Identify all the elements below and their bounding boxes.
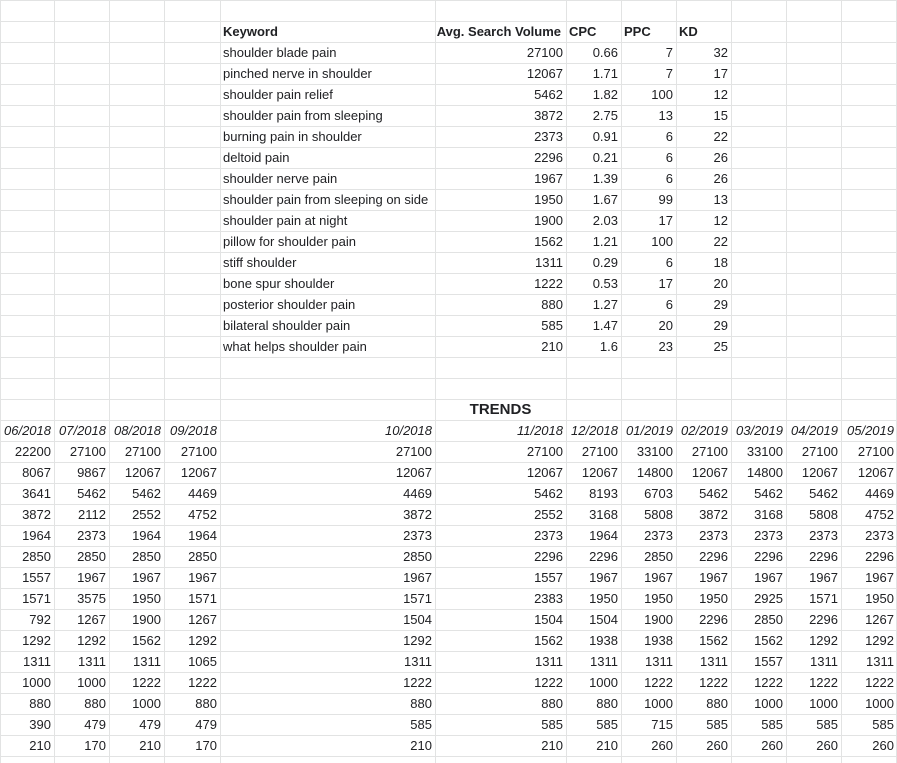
- month-header[interactable]: 08/2018: [114, 423, 161, 438]
- trend-value-cell[interactable]: 1900: [644, 612, 673, 627]
- trend-value-cell[interactable]: 1967: [77, 570, 106, 585]
- trend-value-cell[interactable]: 2296: [534, 549, 563, 564]
- volume-cell[interactable]: 585: [541, 318, 563, 333]
- trend-value-cell[interactable]: 1967: [865, 570, 894, 585]
- trend-value-cell[interactable]: 5462: [77, 486, 106, 501]
- trend-value-cell[interactable]: 4752: [188, 507, 217, 522]
- trend-value-cell[interactable]: 715: [651, 717, 673, 732]
- trend-value-cell[interactable]: 1267: [77, 612, 106, 627]
- volume-cell[interactable]: 1222: [534, 276, 563, 291]
- cpc-cell[interactable]: 1.82: [592, 87, 618, 102]
- trend-value-cell[interactable]: 2552: [132, 507, 161, 522]
- kd-cell[interactable]: 12: [713, 87, 728, 102]
- trend-value-cell[interactable]: 1311: [866, 654, 894, 669]
- grid-line-horizontal: [0, 0, 897, 1]
- keyword-cell[interactable]: shoulder pain at night: [223, 213, 348, 228]
- trend-value-cell[interactable]: 1967: [644, 570, 673, 585]
- trend-value-cell[interactable]: 1222: [403, 675, 432, 690]
- kd-cell[interactable]: 26: [713, 150, 728, 165]
- keyword-cell[interactable]: bilateral shoulder pain: [223, 318, 351, 333]
- trend-value-cell[interactable]: 2925: [754, 591, 783, 606]
- trend-value-cell[interactable]: 1571: [188, 591, 217, 606]
- trend-value-cell[interactable]: 1222: [132, 675, 161, 690]
- trend-value-cell[interactable]: 479: [139, 717, 161, 732]
- trend-value-cell[interactable]: 12067: [395, 465, 432, 480]
- kd-cell[interactable]: 13: [713, 192, 728, 207]
- header-ppc[interactable]: PPC: [624, 24, 651, 39]
- volume-cell[interactable]: 210: [541, 339, 563, 354]
- ppc-cell[interactable]: 6: [665, 129, 673, 144]
- month-header[interactable]: 04/2019: [791, 423, 838, 438]
- trend-value-cell[interactable]: 1292: [403, 633, 432, 648]
- trend-value-cell[interactable]: 585: [410, 717, 432, 732]
- trend-value-cell[interactable]: 2850: [22, 549, 51, 564]
- volume-cell[interactable]: 3872: [534, 108, 563, 123]
- trend-value-cell[interactable]: 27100: [180, 444, 217, 459]
- keyword-cell[interactable]: shoulder nerve pain: [223, 171, 338, 186]
- volume-cell[interactable]: 1900: [534, 213, 563, 228]
- trend-value-cell[interactable]: 3641: [22, 486, 51, 501]
- trend-value-cell[interactable]: 210: [139, 738, 161, 753]
- cpc-cell[interactable]: 1.47: [592, 318, 618, 333]
- trend-value-cell[interactable]: 4752: [865, 507, 894, 522]
- trend-value-cell[interactable]: 260: [651, 738, 673, 753]
- cpc-cell[interactable]: 1.67: [592, 192, 618, 207]
- trend-value-cell[interactable]: 1562: [699, 633, 728, 648]
- trend-value-cell[interactable]: 880: [29, 696, 51, 711]
- cpc-cell[interactable]: 0.29: [592, 255, 618, 270]
- trend-value-cell[interactable]: 2373: [754, 528, 783, 543]
- trend-value-cell[interactable]: 12067: [180, 465, 217, 480]
- keyword-cell[interactable]: shoulder pain from sleeping on side: [223, 192, 429, 207]
- keyword-cell[interactable]: pinched nerve in shoulder: [223, 66, 372, 81]
- trend-value-cell[interactable]: 33100: [636, 444, 673, 459]
- trend-value-cell[interactable]: 170: [195, 738, 217, 753]
- trend-value-cell[interactable]: 1222: [644, 675, 673, 690]
- trend-value-cell[interactable]: 1000: [132, 696, 161, 711]
- kd-cell[interactable]: 12: [713, 213, 728, 228]
- trend-value-cell[interactable]: 27100: [124, 444, 161, 459]
- trend-value-cell[interactable]: 585: [541, 717, 563, 732]
- header-kd[interactable]: KD: [679, 24, 698, 39]
- trend-value-cell[interactable]: 260: [872, 738, 894, 753]
- keyword-cell[interactable]: pillow for shoulder pain: [223, 234, 356, 249]
- kd-cell[interactable]: 20: [713, 276, 728, 291]
- trend-value-cell[interactable]: 1222: [534, 675, 563, 690]
- volume-cell[interactable]: 1311: [535, 255, 563, 270]
- trend-value-cell[interactable]: 2373: [534, 528, 563, 543]
- kd-cell[interactable]: 17: [713, 66, 728, 81]
- trend-value-cell[interactable]: 8193: [589, 486, 618, 501]
- trend-value-cell[interactable]: 1222: [809, 675, 838, 690]
- trend-value-cell[interactable]: 1504: [534, 612, 563, 627]
- trend-value-cell[interactable]: 12067: [691, 465, 728, 480]
- volume-cell[interactable]: 1562: [534, 234, 563, 249]
- trend-value-cell[interactable]: 585: [816, 717, 838, 732]
- month-header[interactable]: 09/2018: [170, 423, 217, 438]
- volume-cell[interactable]: 880: [541, 297, 563, 312]
- trend-value-cell[interactable]: 2383: [534, 591, 563, 606]
- trend-value-cell[interactable]: 1311: [645, 654, 673, 669]
- trend-value-cell[interactable]: 2296: [699, 612, 728, 627]
- cpc-cell[interactable]: 0.21: [592, 150, 618, 165]
- trend-value-cell[interactable]: 5808: [644, 507, 673, 522]
- trend-value-cell[interactable]: 170: [84, 738, 106, 753]
- cpc-cell[interactable]: 2.75: [592, 108, 618, 123]
- trend-value-cell[interactable]: 1311: [133, 654, 161, 669]
- trend-value-cell[interactable]: 210: [541, 738, 563, 753]
- trend-value-cell[interactable]: 27100: [691, 444, 728, 459]
- trend-value-cell[interactable]: 1967: [809, 570, 838, 585]
- trend-value-cell[interactable]: 1967: [403, 570, 432, 585]
- header-cpc[interactable]: CPC: [569, 24, 597, 39]
- trend-value-cell[interactable]: 12067: [124, 465, 161, 480]
- trend-value-cell[interactable]: 5462: [754, 486, 783, 501]
- trend-value-cell[interactable]: 1000: [22, 675, 51, 690]
- trend-value-cell[interactable]: 1964: [188, 528, 217, 543]
- trend-value-cell[interactable]: 3872: [699, 507, 728, 522]
- trend-value-cell[interactable]: 1000: [865, 696, 894, 711]
- trend-value-cell[interactable]: 2296: [589, 549, 618, 564]
- kd-cell[interactable]: 22: [713, 234, 728, 249]
- month-header[interactable]: 06/2018: [4, 423, 51, 438]
- cpc-cell[interactable]: 0.53: [592, 276, 618, 291]
- month-header[interactable]: 01/2019: [626, 423, 673, 438]
- ppc-cell[interactable]: 7: [665, 45, 673, 60]
- trend-value-cell[interactable]: 1000: [809, 696, 838, 711]
- ppc-cell[interactable]: 17: [658, 213, 673, 228]
- trend-value-cell[interactable]: 3168: [754, 507, 783, 522]
- volume-cell[interactable]: 12067: [526, 66, 563, 81]
- cpc-cell[interactable]: 1.39: [592, 171, 618, 186]
- trend-value-cell[interactable]: 33100: [746, 444, 783, 459]
- trend-value-cell[interactable]: 3872: [22, 507, 51, 522]
- trend-value-cell[interactable]: 5462: [132, 486, 161, 501]
- trend-value-cell[interactable]: 1000: [589, 675, 618, 690]
- trend-value-cell[interactable]: 2850: [754, 612, 783, 627]
- trend-value-cell[interactable]: 2373: [699, 528, 728, 543]
- trend-value-cell[interactable]: 2296: [699, 549, 728, 564]
- kd-cell[interactable]: 15: [713, 108, 728, 123]
- trend-value-cell[interactable]: 1950: [699, 591, 728, 606]
- ppc-cell[interactable]: 23: [658, 339, 673, 354]
- trend-value-cell[interactable]: 1967: [188, 570, 217, 585]
- trend-value-cell[interactable]: 1557: [534, 570, 563, 585]
- trend-value-cell[interactable]: 210: [596, 738, 618, 753]
- trend-value-cell[interactable]: 2296: [809, 549, 838, 564]
- cpc-cell[interactable]: 1.27: [592, 297, 618, 312]
- cpc-cell[interactable]: 0.66: [592, 45, 618, 60]
- ppc-cell[interactable]: 13: [658, 108, 673, 123]
- trend-value-cell[interactable]: 1311: [535, 654, 563, 669]
- trend-value-cell[interactable]: 1964: [132, 528, 161, 543]
- trend-value-cell[interactable]: 1222: [754, 675, 783, 690]
- trend-value-cell[interactable]: 1311: [700, 654, 728, 669]
- kd-cell[interactable]: 25: [713, 339, 728, 354]
- volume-cell[interactable]: 2296: [534, 150, 563, 165]
- trend-value-cell[interactable]: 479: [195, 717, 217, 732]
- kd-cell[interactable]: 29: [713, 297, 728, 312]
- trend-value-cell[interactable]: 4469: [188, 486, 217, 501]
- trend-value-cell[interactable]: 1557: [22, 570, 51, 585]
- trend-value-cell[interactable]: 792: [29, 612, 51, 627]
- month-header[interactable]: 10/2018: [385, 423, 432, 438]
- month-header[interactable]: 03/2019: [736, 423, 783, 438]
- kd-cell[interactable]: 26: [713, 171, 728, 186]
- trend-value-cell[interactable]: 2552: [534, 507, 563, 522]
- trend-value-cell[interactable]: 1950: [865, 591, 894, 606]
- trend-value-cell[interactable]: 5462: [809, 486, 838, 501]
- trend-value-cell[interactable]: 1292: [22, 633, 51, 648]
- volume-cell[interactable]: 1967: [534, 171, 563, 186]
- trend-value-cell[interactable]: 3872: [403, 507, 432, 522]
- ppc-cell[interactable]: 99: [658, 192, 673, 207]
- kd-cell[interactable]: 29: [713, 318, 728, 333]
- trend-value-cell[interactable]: 2296: [865, 549, 894, 564]
- trend-value-cell[interactable]: 1938: [589, 633, 618, 648]
- trend-value-cell[interactable]: 2850: [644, 549, 673, 564]
- trend-value-cell[interactable]: 5462: [534, 486, 563, 501]
- trend-value-cell[interactable]: 5462: [699, 486, 728, 501]
- ppc-cell[interactable]: 100: [651, 87, 673, 102]
- trend-value-cell[interactable]: 1964: [589, 528, 618, 543]
- trend-value-cell[interactable]: 1562: [754, 633, 783, 648]
- cpc-cell[interactable]: 1.6: [599, 339, 618, 354]
- trend-value-cell[interactable]: 1571: [809, 591, 838, 606]
- keyword-cell[interactable]: shoulder blade pain: [223, 45, 337, 60]
- keyword-cell[interactable]: bone spur shoulder: [223, 276, 335, 291]
- trend-value-cell[interactable]: 2296: [809, 612, 838, 627]
- trend-value-cell[interactable]: 2373: [865, 528, 894, 543]
- trend-value-cell[interactable]: 27100: [69, 444, 106, 459]
- trend-value-cell[interactable]: 880: [541, 696, 563, 711]
- trend-value-cell[interactable]: 4469: [865, 486, 894, 501]
- month-header[interactable]: 12/2018: [571, 423, 618, 438]
- trend-value-cell[interactable]: 1557: [754, 654, 783, 669]
- trend-value-cell[interactable]: 1967: [754, 570, 783, 585]
- trend-value-cell[interactable]: 260: [816, 738, 838, 753]
- trend-value-cell[interactable]: 1950: [644, 591, 673, 606]
- ppc-cell[interactable]: 7: [665, 66, 673, 81]
- trend-value-cell[interactable]: 1222: [865, 675, 894, 690]
- trend-value-cell[interactable]: 1311: [404, 654, 432, 669]
- trend-value-cell[interactable]: 585: [596, 717, 618, 732]
- trend-value-cell[interactable]: 390: [29, 717, 51, 732]
- cpc-cell[interactable]: 0.91: [592, 129, 618, 144]
- trend-value-cell[interactable]: 2373: [644, 528, 673, 543]
- ppc-cell[interactable]: 17: [658, 276, 673, 291]
- ppc-cell[interactable]: 6: [665, 150, 673, 165]
- month-header[interactable]: 05/2019: [847, 423, 894, 438]
- trend-value-cell[interactable]: 210: [29, 738, 51, 753]
- trend-value-cell[interactable]: 585: [706, 717, 728, 732]
- cpc-cell[interactable]: 2.03: [592, 213, 618, 228]
- kd-cell[interactable]: 22: [713, 129, 728, 144]
- trend-value-cell[interactable]: 880: [706, 696, 728, 711]
- trend-value-cell[interactable]: 22200: [14, 444, 51, 459]
- trend-value-cell[interactable]: 1504: [403, 612, 432, 627]
- trend-value-cell[interactable]: 880: [195, 696, 217, 711]
- grid-line-horizontal: [0, 378, 897, 379]
- trend-value-cell[interactable]: 1571: [22, 591, 51, 606]
- trend-value-cell[interactable]: 880: [410, 696, 432, 711]
- trend-value-cell[interactable]: 1571: [403, 591, 432, 606]
- trend-value-cell[interactable]: 2373: [403, 528, 432, 543]
- trend-value-cell[interactable]: 1964: [22, 528, 51, 543]
- trend-value-cell[interactable]: 260: [761, 738, 783, 753]
- trend-value-cell[interactable]: 880: [596, 696, 618, 711]
- kd-cell[interactable]: 32: [713, 45, 728, 60]
- trend-value-cell[interactable]: 14800: [746, 465, 783, 480]
- trend-value-cell[interactable]: 1967: [699, 570, 728, 585]
- trend-value-cell[interactable]: 27100: [581, 444, 618, 459]
- trend-value-cell[interactable]: 3168: [589, 507, 618, 522]
- month-header[interactable]: 02/2019: [681, 423, 728, 438]
- trend-value-cell[interactable]: 1311: [590, 654, 618, 669]
- trend-value-cell[interactable]: 1950: [132, 591, 161, 606]
- grid-line-horizontal: [0, 756, 897, 757]
- month-header[interactable]: 07/2018: [59, 423, 106, 438]
- trend-value-cell[interactable]: 1065: [188, 654, 217, 669]
- trend-value-cell[interactable]: 479: [84, 717, 106, 732]
- volume-cell[interactable]: 5462: [534, 87, 563, 102]
- keyword-cell[interactable]: deltoid pain: [223, 150, 290, 165]
- keyword-cell[interactable]: shoulder pain relief: [223, 87, 333, 102]
- kd-cell[interactable]: 18: [713, 255, 728, 270]
- trend-value-cell[interactable]: 1504: [589, 612, 618, 627]
- trend-value-cell[interactable]: 2373: [809, 528, 838, 543]
- trend-value-cell[interactable]: 1311: [810, 654, 838, 669]
- trend-value-cell[interactable]: 2373: [77, 528, 106, 543]
- grid-line-horizontal: [0, 357, 897, 358]
- trend-value-cell[interactable]: 3575: [77, 591, 106, 606]
- trend-value-cell[interactable]: 2850: [132, 549, 161, 564]
- volume-cell[interactable]: 27100: [526, 45, 563, 60]
- trend-value-cell[interactable]: 27100: [526, 444, 563, 459]
- trend-value-cell[interactable]: 1222: [188, 675, 217, 690]
- trend-value-cell[interactable]: 1000: [77, 675, 106, 690]
- trend-value-cell[interactable]: 1267: [188, 612, 217, 627]
- trend-value-cell[interactable]: 27100: [857, 444, 894, 459]
- trend-value-cell[interactable]: 12067: [526, 465, 563, 480]
- cpc-cell[interactable]: 1.21: [592, 234, 618, 249]
- trends-title[interactable]: TRENDS: [469, 401, 532, 418]
- trend-value-cell[interactable]: 2112: [78, 507, 106, 522]
- keyword-cell[interactable]: posterior shoulder pain: [223, 297, 356, 312]
- trend-value-cell[interactable]: 1000: [644, 696, 673, 711]
- trend-value-cell[interactable]: 2850: [403, 549, 432, 564]
- trend-value-cell[interactable]: 12067: [801, 465, 838, 480]
- trend-value-cell[interactable]: 1562: [534, 633, 563, 648]
- trend-value-cell[interactable]: 1222: [699, 675, 728, 690]
- keyword-cell[interactable]: burning pain in shoulder: [223, 129, 362, 144]
- month-header[interactable]: 11/2018: [516, 423, 563, 438]
- trend-value-cell[interactable]: 1292: [809, 633, 838, 648]
- trend-value-cell[interactable]: 1267: [865, 612, 894, 627]
- keyword-cell[interactable]: what helps shoulder pain: [223, 339, 367, 354]
- trend-value-cell[interactable]: 585: [761, 717, 783, 732]
- ppc-cell[interactable]: 6: [665, 171, 673, 186]
- trend-value-cell[interactable]: 1950: [589, 591, 618, 606]
- trend-value-cell[interactable]: 210: [410, 738, 432, 753]
- ppc-cell[interactable]: 100: [651, 234, 673, 249]
- trend-value-cell[interactable]: 1938: [644, 633, 673, 648]
- trend-value-cell[interactable]: 1000: [754, 696, 783, 711]
- trend-value-cell[interactable]: 1562: [132, 633, 161, 648]
- trend-value-cell[interactable]: 5808: [809, 507, 838, 522]
- trend-value-cell[interactable]: 4469: [403, 486, 432, 501]
- trend-value-cell[interactable]: 2850: [188, 549, 217, 564]
- trend-value-cell[interactable]: 2850: [77, 549, 106, 564]
- trend-value-cell[interactable]: 1292: [865, 633, 894, 648]
- keyword-cell[interactable]: shoulder pain from sleeping: [223, 108, 383, 123]
- trend-value-cell[interactable]: 8067: [22, 465, 51, 480]
- trend-value-cell[interactable]: 27100: [395, 444, 432, 459]
- trend-value-cell[interactable]: 1311: [78, 654, 106, 669]
- header-keyword[interactable]: Keyword: [223, 24, 278, 39]
- trend-value-cell[interactable]: 1292: [77, 633, 106, 648]
- trend-value-cell[interactable]: 27100: [801, 444, 838, 459]
- ppc-cell[interactable]: 6: [665, 297, 673, 312]
- trend-value-cell[interactable]: 260: [706, 738, 728, 753]
- trend-value-cell[interactable]: 1900: [132, 612, 161, 627]
- trend-value-cell[interactable]: 880: [84, 696, 106, 711]
- trend-value-cell[interactable]: 12067: [857, 465, 894, 480]
- trend-value-cell[interactable]: 1967: [132, 570, 161, 585]
- volume-cell[interactable]: 1950: [534, 192, 563, 207]
- trend-value-cell[interactable]: 12067: [581, 465, 618, 480]
- trend-value-cell[interactable]: 1292: [188, 633, 217, 648]
- cpc-cell[interactable]: 1.71: [592, 66, 618, 81]
- ppc-cell[interactable]: 20: [658, 318, 673, 333]
- trend-value-cell[interactable]: 9867: [77, 465, 106, 480]
- keyword-cell[interactable]: stiff shoulder: [223, 255, 297, 270]
- header-volume[interactable]: Avg. Search Volume: [436, 24, 561, 39]
- trend-value-cell[interactable]: 1967: [589, 570, 618, 585]
- trend-value-cell[interactable]: 6703: [644, 486, 673, 501]
- trend-value-cell[interactable]: 1311: [23, 654, 51, 669]
- trend-value-cell[interactable]: 14800: [636, 465, 673, 480]
- ppc-cell[interactable]: 6: [665, 255, 673, 270]
- volume-cell[interactable]: 2373: [534, 129, 563, 144]
- trend-value-cell[interactable]: 2296: [754, 549, 783, 564]
- trend-value-cell[interactable]: 585: [872, 717, 894, 732]
